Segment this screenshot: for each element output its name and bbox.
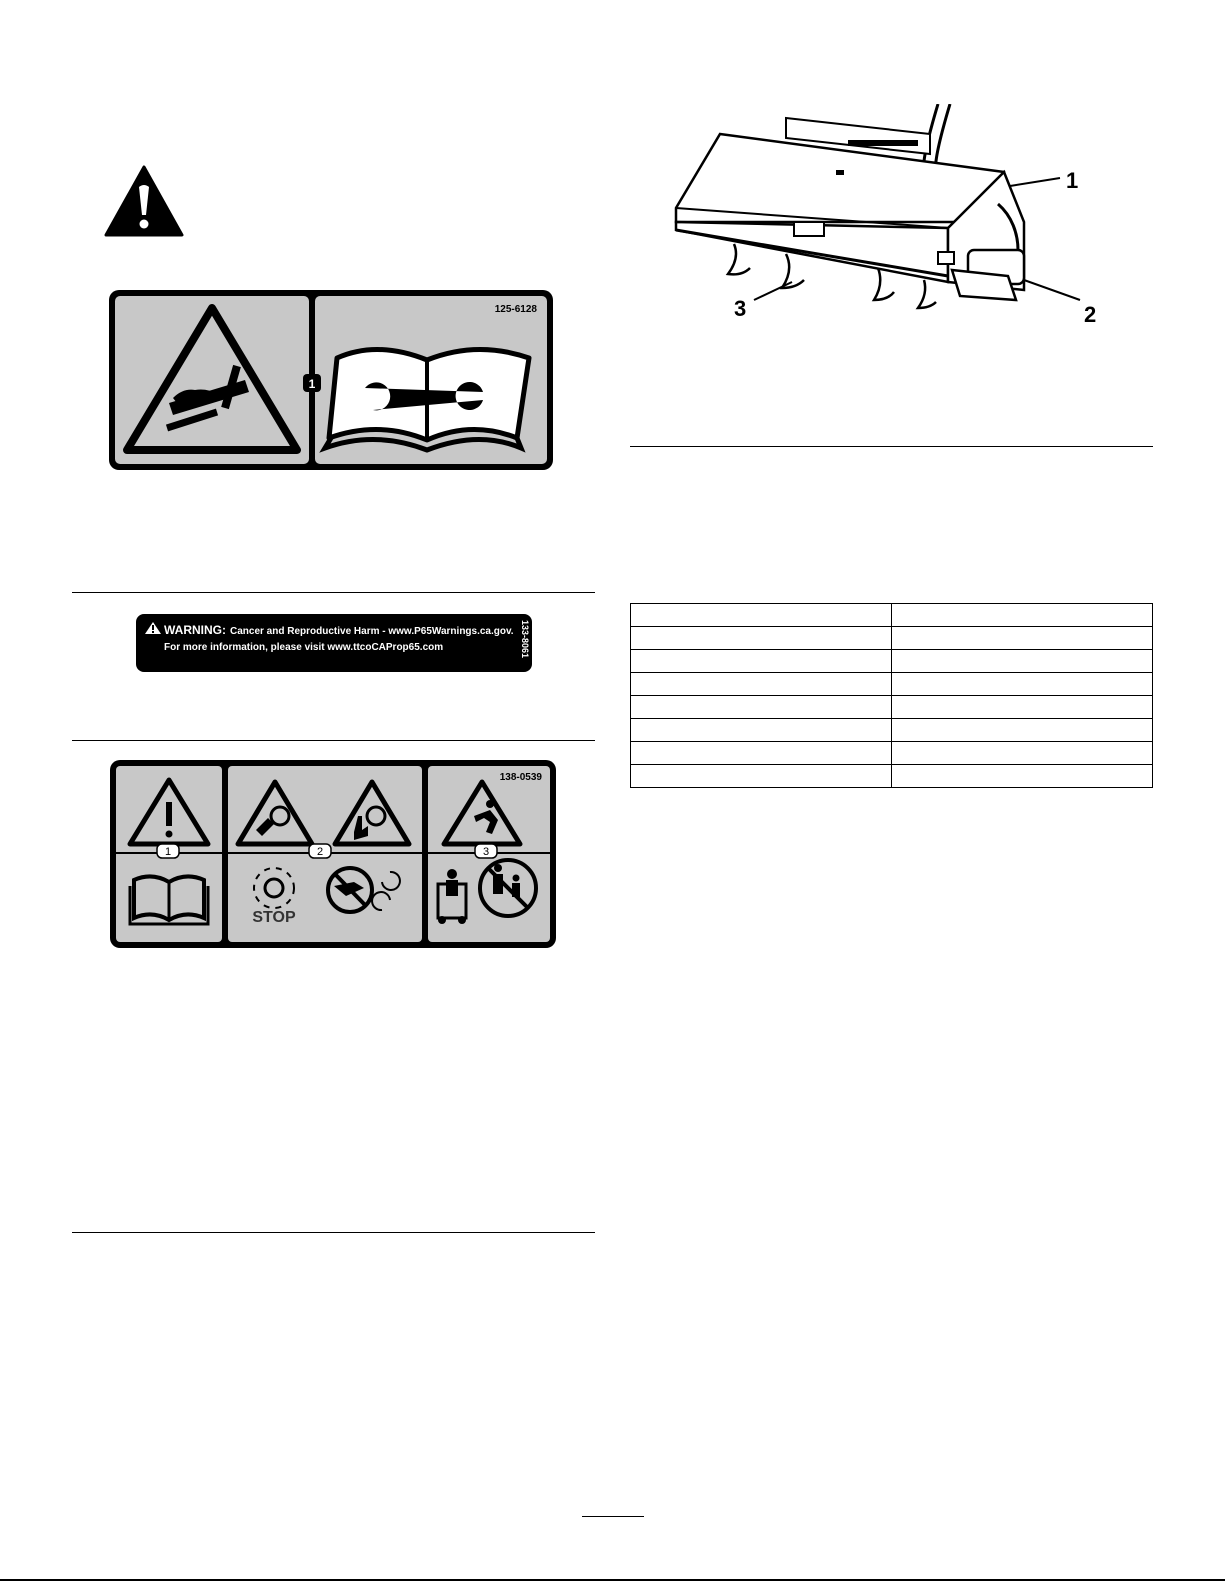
decal-part-number: 133-8061 [520, 620, 530, 659]
table-cell [631, 673, 892, 696]
page-number-rule [582, 1516, 644, 1517]
table-cell [631, 742, 892, 765]
table-row [631, 765, 1153, 788]
table-cell [892, 673, 1153, 696]
decal-part-number: 125-6128 [494, 304, 537, 315]
decal-part-number: 138-0539 [499, 772, 542, 783]
warning-line-2: For more information, please visit www.ttcoCAProp65.com [164, 642, 444, 653]
table-cell [892, 627, 1153, 650]
decal-133-8061 [136, 614, 532, 672]
decal-callout: 2 [316, 846, 324, 858]
figure-callout-3: 3 [734, 296, 747, 321]
decal-callout: 1 [308, 377, 316, 391]
table-row [631, 742, 1153, 765]
table-row [631, 673, 1153, 696]
table-cell [631, 650, 892, 673]
warning-line-1: Cancer and Reproductive Harm - www.P65Warnings.ca.gov. [230, 626, 514, 637]
section-divider [630, 446, 1153, 447]
section-divider [72, 592, 595, 593]
spec-table [630, 603, 1153, 788]
table-cell [892, 742, 1153, 765]
stop-label: STOP [252, 909, 296, 926]
decal-callout: 3 [482, 846, 490, 858]
bottom-border [0, 1579, 1225, 1581]
table-row [631, 650, 1153, 673]
table-row [631, 604, 1153, 627]
table-row [631, 627, 1153, 650]
section-divider [72, 740, 595, 741]
table-cell [631, 604, 892, 627]
decal-125-6128 [107, 288, 555, 472]
tiller-illustration [668, 104, 1118, 328]
safety-alert-icon [104, 165, 184, 237]
table-row [631, 719, 1153, 742]
table-cell [892, 765, 1153, 788]
table-cell [892, 650, 1153, 673]
table-row [631, 696, 1153, 719]
decal-callout: 1 [164, 846, 172, 858]
table-cell [631, 696, 892, 719]
table-cell [631, 765, 892, 788]
figure-callout-2: 2 [1084, 302, 1097, 327]
table-cell [892, 696, 1153, 719]
figure-callout-1: 1 [1066, 168, 1079, 193]
table-cell [631, 627, 892, 650]
section-divider [72, 1232, 595, 1233]
table-cell [631, 719, 892, 742]
warning-word: WARNING: [164, 623, 226, 637]
table-cell [892, 604, 1153, 627]
table-cell [892, 719, 1153, 742]
decal-138-0539 [110, 760, 556, 948]
